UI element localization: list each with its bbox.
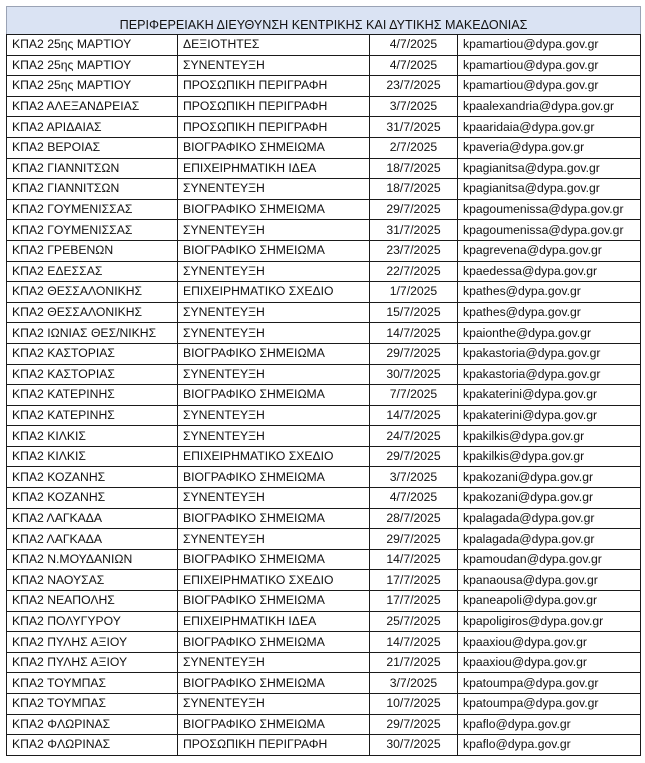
office-cell: ΚΠΑ2 ΦΛΩΡΙΝΑΣ bbox=[7, 714, 178, 735]
table-row bbox=[7, 570, 641, 591]
date-cell: 3/7/2025 bbox=[370, 96, 458, 117]
email-cell: kpalagada@dypa.gov.gr bbox=[458, 529, 641, 550]
email-cell: kpalagada@dypa.gov.gr bbox=[458, 508, 641, 529]
topic-cell: ΠΡΟΣΩΠΙΚΗ ΠΕΡΙΓΡΑΦΗ bbox=[178, 76, 370, 97]
date-cell: 31/7/2025 bbox=[370, 220, 458, 241]
office-cell: ΚΠΑ2 ΝΕΑΠΟΛΗΣ bbox=[7, 591, 178, 612]
date-cell: 30/7/2025 bbox=[370, 364, 458, 385]
office-cell: ΚΠΑ2 ΠΟΛΥΓΥΡΟΥ bbox=[7, 611, 178, 632]
office-cell: ΚΠΑ2 ΕΔΕΣΣΑΣ bbox=[7, 261, 178, 282]
email-cell: kpaflo@dypa.gov.gr bbox=[458, 714, 641, 735]
topic-cell: ΔΕΞΙΟΤΗΤΕΣ bbox=[178, 35, 370, 56]
office-cell: ΚΠΑ2 ΦΛΩΡΙΝΑΣ bbox=[7, 735, 178, 756]
email-cell: kpamartiou@dypa.gov.gr bbox=[458, 76, 641, 97]
email-cell: kpaaxiou@dypa.gov.gr bbox=[458, 652, 641, 673]
topic-cell: ΒΙΟΓΡΑΦΙΚΟ ΣΗΜΕΙΩΜΑ bbox=[178, 632, 370, 653]
office-cell: ΚΠΑ2 ΚΟΖΑΝΗΣ bbox=[7, 467, 178, 488]
date-cell: 24/7/2025 bbox=[370, 426, 458, 447]
email-cell: kpatoumpa@dypa.gov.gr bbox=[458, 694, 641, 715]
office-cell: ΚΠΑ2 ΙΩΝΙΑΣ ΘΕΣ/ΝΙΚΗΣ bbox=[7, 323, 178, 344]
topic-cell: ΕΠΙΧΕΙΡΗΜΑΤΙΚΗ ΙΔΕΑ bbox=[178, 158, 370, 179]
office-cell: ΚΠΑ2 ΠΥΛΗΣ ΑΞΙΟΥ bbox=[7, 632, 178, 653]
topic-cell: ΣΥΝΕΝΤΕΥΞΗ bbox=[178, 488, 370, 509]
date-cell: 29/7/2025 bbox=[370, 529, 458, 550]
table-row bbox=[7, 240, 641, 261]
topic-cell: ΒΙΟΓΡΑΦΙΚΟ ΣΗΜΕΙΩΜΑ bbox=[178, 549, 370, 570]
table-row bbox=[7, 426, 641, 447]
table-row bbox=[7, 488, 641, 509]
email-cell: kpagoumenissa@dypa.gov.gr bbox=[458, 220, 641, 241]
office-cell: ΚΠΑ2 ΓΙΑΝΝΙΤΣΩΝ bbox=[7, 158, 178, 179]
topic-cell: ΣΥΝΕΝΤΕΥΞΗ bbox=[178, 261, 370, 282]
email-cell: kpaionthe@dypa.gov.gr bbox=[458, 323, 641, 344]
date-cell: 23/7/2025 bbox=[370, 240, 458, 261]
email-cell: kpakozani@dypa.gov.gr bbox=[458, 467, 641, 488]
email-cell: kpamartiou@dypa.gov.gr bbox=[458, 35, 641, 56]
email-cell: kpathes@dypa.gov.gr bbox=[458, 302, 641, 323]
office-cell: ΚΠΑ2 ΚΟΖΑΝΗΣ bbox=[7, 488, 178, 509]
office-cell: ΚΠΑ2 ΓΙΑΝΝΙΤΣΩΝ bbox=[7, 179, 178, 200]
topic-cell: ΣΥΝΕΝΤΕΥΞΗ bbox=[178, 323, 370, 344]
table-row bbox=[7, 261, 641, 282]
date-cell: 23/7/2025 bbox=[370, 76, 458, 97]
topic-cell: ΣΥΝΕΝΤΕΥΞΗ bbox=[178, 426, 370, 447]
date-cell: 15/7/2025 bbox=[370, 302, 458, 323]
date-cell: 25/7/2025 bbox=[370, 611, 458, 632]
date-cell: 4/7/2025 bbox=[370, 488, 458, 509]
topic-cell: ΕΠΙΧΕΙΡΗΜΑΤΙΚΟ ΣΧΕΔΙΟ bbox=[178, 282, 370, 303]
topic-cell: ΣΥΝΕΝΤΕΥΞΗ bbox=[178, 220, 370, 241]
office-cell: ΚΠΑ2 ΓΟΥΜΕΝΙΣΣΑΣ bbox=[7, 220, 178, 241]
date-cell: 4/7/2025 bbox=[370, 55, 458, 76]
office-cell: ΚΠΑ2 ΚΑΣΤΟΡΙΑΣ bbox=[7, 343, 178, 364]
email-cell: kpakaterini@dypa.gov.gr bbox=[458, 385, 641, 406]
table-row bbox=[7, 199, 641, 220]
date-cell: 18/7/2025 bbox=[370, 158, 458, 179]
topic-cell: ΒΙΟΓΡΑΦΙΚΟ ΣΗΜΕΙΩΜΑ bbox=[178, 137, 370, 158]
table-row bbox=[7, 385, 641, 406]
date-cell: 14/7/2025 bbox=[370, 632, 458, 653]
table-title: ΠΕΡΙΦΕΡΕΙΑΚΗ ΔΙΕΥΘΥΝΣΗ ΚΕΝΤΡΙΚΗΣ ΚΑΙ ΔΥΤΙΚΗΣ ΜΑΚΕΔΟΝΙΑΣ bbox=[7, 7, 641, 35]
date-cell: 14/7/2025 bbox=[370, 323, 458, 344]
table-row bbox=[7, 591, 641, 612]
email-cell: kpakozani@dypa.gov.gr bbox=[458, 488, 641, 509]
date-cell: 29/7/2025 bbox=[370, 446, 458, 467]
date-cell: 2/7/2025 bbox=[370, 137, 458, 158]
topic-cell: ΣΥΝΕΝΤΕΥΞΗ bbox=[178, 694, 370, 715]
office-cell: ΚΠΑ2 ΓΡΕΒΕΝΩΝ bbox=[7, 240, 178, 261]
email-cell: kpaaxiou@dypa.gov.gr bbox=[458, 632, 641, 653]
date-cell: 29/7/2025 bbox=[370, 714, 458, 735]
table-row bbox=[7, 76, 641, 97]
office-cell: ΚΠΑ2 ΘΕΣΣΑΛΟΝΙΚΗΣ bbox=[7, 282, 178, 303]
table-row bbox=[7, 652, 641, 673]
date-cell: 10/7/2025 bbox=[370, 694, 458, 715]
date-cell: 14/7/2025 bbox=[370, 549, 458, 570]
email-cell: kpagoumenissa@dypa.gov.gr bbox=[458, 199, 641, 220]
email-cell: kpatoumpa@dypa.gov.gr bbox=[458, 673, 641, 694]
topic-cell: ΣΥΝΕΝΤΕΥΞΗ bbox=[178, 302, 370, 323]
date-cell: 17/7/2025 bbox=[370, 570, 458, 591]
table-row bbox=[7, 35, 641, 56]
date-cell: 7/7/2025 bbox=[370, 385, 458, 406]
table-body bbox=[7, 7, 641, 756]
email-cell: kpamoudan@dypa.gov.gr bbox=[458, 549, 641, 570]
table-row bbox=[7, 549, 641, 570]
table-row bbox=[7, 364, 641, 385]
date-cell: 18/7/2025 bbox=[370, 179, 458, 200]
table-row bbox=[7, 632, 641, 653]
office-cell: ΚΠΑ2 25ης ΜΑΡΤΙΟΥ bbox=[7, 35, 178, 56]
table-row bbox=[7, 467, 641, 488]
table-row bbox=[7, 323, 641, 344]
email-cell: kpaedessa@dypa.gov.gr bbox=[458, 261, 641, 282]
office-cell: ΚΠΑ2 ΝΑΟΥΣΑΣ bbox=[7, 570, 178, 591]
topic-cell: ΒΙΟΓΡΑΦΙΚΟ ΣΗΜΕΙΩΜΑ bbox=[178, 199, 370, 220]
office-cell: ΚΠΑ2 ΚΑΤΕΡΙΝΗΣ bbox=[7, 385, 178, 406]
table-row bbox=[7, 343, 641, 364]
email-cell: kpamartiou@dypa.gov.gr bbox=[458, 55, 641, 76]
office-cell: ΚΠΑ2 ΚΑΤΕΡΙΝΗΣ bbox=[7, 405, 178, 426]
office-cell: ΚΠΑ2 ΤΟΥΜΠΑΣ bbox=[7, 694, 178, 715]
office-cell: ΚΠΑ2 25ης ΜΑΡΤΙΟΥ bbox=[7, 55, 178, 76]
topic-cell: ΣΥΝΕΝΤΕΥΞΗ bbox=[178, 364, 370, 385]
date-cell: 31/7/2025 bbox=[370, 117, 458, 138]
title-row bbox=[7, 7, 641, 35]
email-cell: kpaflo@dypa.gov.gr bbox=[458, 735, 641, 756]
email-cell: kpapoligiros@dypa.gov.gr bbox=[458, 611, 641, 632]
email-cell: kpakilkis@dypa.gov.gr bbox=[458, 426, 641, 447]
topic-cell: ΕΠΙΧΕΙΡΗΜΑΤΙΚΟ ΣΧΕΔΙΟ bbox=[178, 570, 370, 591]
email-cell: kpagianitsa@dypa.gov.gr bbox=[458, 158, 641, 179]
table-row bbox=[7, 302, 641, 323]
table-row bbox=[7, 735, 641, 756]
office-cell: ΚΠΑ2 ΛΑΓΚΑΔΑ bbox=[7, 508, 178, 529]
date-cell: 22/7/2025 bbox=[370, 261, 458, 282]
office-cell: ΚΠΑ2 ΚΑΣΤΟΡΙΑΣ bbox=[7, 364, 178, 385]
schedule-table bbox=[6, 6, 641, 756]
office-cell: ΚΠΑ2 ΑΛΕΞΑΝΔΡΕΙΑΣ bbox=[7, 96, 178, 117]
table-row bbox=[7, 611, 641, 632]
office-cell: ΚΠΑ2 ΚΙΛΚΙΣ bbox=[7, 446, 178, 467]
office-cell: ΚΠΑ2 25ης ΜΑΡΤΙΟΥ bbox=[7, 76, 178, 97]
office-cell: ΚΠΑ2 ΛΑΓΚΑΔΑ bbox=[7, 529, 178, 550]
topic-cell: ΒΙΟΓΡΑΦΙΚΟ ΣΗΜΕΙΩΜΑ bbox=[178, 673, 370, 694]
table-row bbox=[7, 179, 641, 200]
topic-cell: ΠΡΟΣΩΠΙΚΗ ΠΕΡΙΓΡΑΦΗ bbox=[178, 96, 370, 117]
date-cell: 29/7/2025 bbox=[370, 199, 458, 220]
email-cell: kpagrevena@dypa.gov.gr bbox=[458, 240, 641, 261]
topic-cell: ΒΙΟΓΡΑΦΙΚΟ ΣΗΜΕΙΩΜΑ bbox=[178, 467, 370, 488]
topic-cell: ΒΙΟΓΡΑΦΙΚΟ ΣΗΜΕΙΩΜΑ bbox=[178, 508, 370, 529]
email-cell: kpagianitsa@dypa.gov.gr bbox=[458, 179, 641, 200]
date-cell: 14/7/2025 bbox=[370, 405, 458, 426]
office-cell: ΚΠΑ2 ΑΡΙΔΑΙΑΣ bbox=[7, 117, 178, 138]
table-row bbox=[7, 55, 641, 76]
date-cell: 28/7/2025 bbox=[370, 508, 458, 529]
date-cell: 3/7/2025 bbox=[370, 673, 458, 694]
table-row bbox=[7, 405, 641, 426]
topic-cell: ΣΥΝΕΝΤΕΥΞΗ bbox=[178, 179, 370, 200]
email-cell: kpaalexandria@dypa.gov.gr bbox=[458, 96, 641, 117]
topic-cell: ΠΡΟΣΩΠΙΚΗ ΠΕΡΙΓΡΑΦΗ bbox=[178, 117, 370, 138]
topic-cell: ΣΥΝΕΝΤΕΥΞΗ bbox=[178, 55, 370, 76]
date-cell: 1/7/2025 bbox=[370, 282, 458, 303]
topic-cell: ΒΙΟΓΡΑΦΙΚΟ ΣΗΜΕΙΩΜΑ bbox=[178, 714, 370, 735]
email-cell: kpaaridaia@dypa.gov.gr bbox=[458, 117, 641, 138]
date-cell: 29/7/2025 bbox=[370, 343, 458, 364]
office-cell: ΚΠΑ2 Ν.ΜΟΥΔΑΝΙΩΝ bbox=[7, 549, 178, 570]
date-cell: 3/7/2025 bbox=[370, 467, 458, 488]
topic-cell: ΣΥΝΕΝΤΕΥΞΗ bbox=[178, 652, 370, 673]
topic-cell: ΣΥΝΕΝΤΕΥΞΗ bbox=[178, 529, 370, 550]
table-row bbox=[7, 282, 641, 303]
email-cell: kpakilkis@dypa.gov.gr bbox=[458, 446, 641, 467]
office-cell: ΚΠΑ2 ΒΕΡΟΙΑΣ bbox=[7, 137, 178, 158]
table-row bbox=[7, 714, 641, 735]
table-row bbox=[7, 96, 641, 117]
date-cell: 30/7/2025 bbox=[370, 735, 458, 756]
email-cell: kpakaterini@dypa.gov.gr bbox=[458, 405, 641, 426]
email-cell: kpaveria@dypa.gov.gr bbox=[458, 137, 641, 158]
office-cell: ΚΠΑ2 ΓΟΥΜΕΝΙΣΣΑΣ bbox=[7, 199, 178, 220]
table-row bbox=[7, 673, 641, 694]
table-row bbox=[7, 508, 641, 529]
topic-cell: ΒΙΟΓΡΑΦΙΚΟ ΣΗΜΕΙΩΜΑ bbox=[178, 591, 370, 612]
date-cell: 4/7/2025 bbox=[370, 35, 458, 56]
office-cell: ΚΠΑ2 ΤΟΥΜΠΑΣ bbox=[7, 673, 178, 694]
date-cell: 17/7/2025 bbox=[370, 591, 458, 612]
topic-cell: ΒΙΟΓΡΑΦΙΚΟ ΣΗΜΕΙΩΜΑ bbox=[178, 240, 370, 261]
email-cell: kpakastoria@dypa.gov.gr bbox=[458, 364, 641, 385]
table-row bbox=[7, 158, 641, 179]
topic-cell: ΒΙΟΓΡΑΦΙΚΟ ΣΗΜΕΙΩΜΑ bbox=[178, 385, 370, 406]
office-cell: ΚΠΑ2 ΘΕΣΣΑΛΟΝΙΚΗΣ bbox=[7, 302, 178, 323]
table-row bbox=[7, 220, 641, 241]
table-row bbox=[7, 117, 641, 138]
table-row bbox=[7, 694, 641, 715]
table-row bbox=[7, 446, 641, 467]
email-cell: kpaneapoli@dypa.gov.gr bbox=[458, 591, 641, 612]
email-cell: kpathes@dypa.gov.gr bbox=[458, 282, 641, 303]
table-row bbox=[7, 137, 641, 158]
topic-cell: ΣΥΝΕΝΤΕΥΞΗ bbox=[178, 405, 370, 426]
email-cell: kpanaousa@dypa.gov.gr bbox=[458, 570, 641, 591]
office-cell: ΚΠΑ2 ΚΙΛΚΙΣ bbox=[7, 426, 178, 447]
topic-cell: ΕΠΙΧΕΙΡΗΜΑΤΙΚΟ ΣΧΕΔΙΟ bbox=[178, 446, 370, 467]
topic-cell: ΒΙΟΓΡΑΦΙΚΟ ΣΗΜΕΙΩΜΑ bbox=[178, 343, 370, 364]
topic-cell: ΠΡΟΣΩΠΙΚΗ ΠΕΡΙΓΡΑΦΗ bbox=[178, 735, 370, 756]
office-cell: ΚΠΑ2 ΠΥΛΗΣ ΑΞΙΟΥ bbox=[7, 652, 178, 673]
table-row bbox=[7, 529, 641, 550]
email-cell: kpakastoria@dypa.gov.gr bbox=[458, 343, 641, 364]
topic-cell: ΕΠΙΧΕΙΡΗΜΑΤΙΚΗ ΙΔΕΑ bbox=[178, 611, 370, 632]
date-cell: 21/7/2025 bbox=[370, 652, 458, 673]
